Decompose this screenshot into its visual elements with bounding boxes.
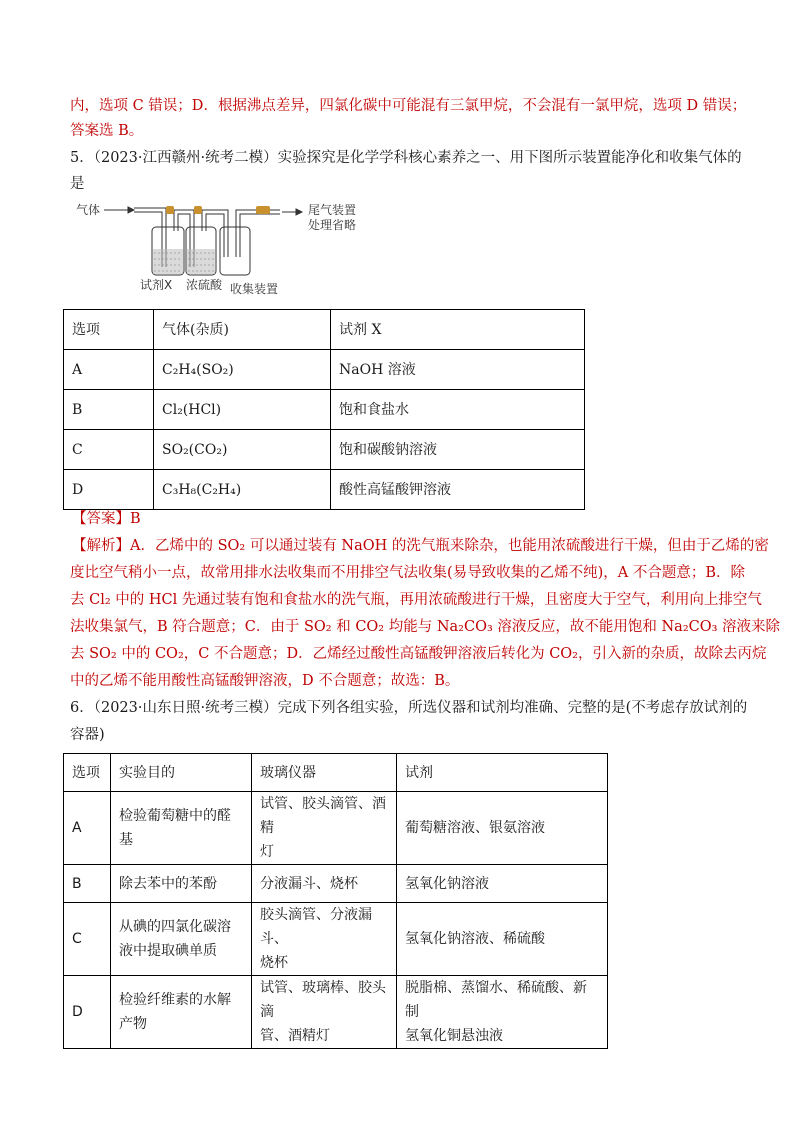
figure-acid-label: 浓硫酸 — [186, 278, 223, 292]
q6-stem-line-2: 容器) — [70, 727, 105, 743]
experiment-aim — [111, 976, 252, 1049]
prev-answer-line-1: 内，选项 C 错误；D．根据沸点差异，四氯化碳中可能混有三氯甲烷，不会混有一氯甲烷，选项 D 错误； — [70, 98, 747, 114]
aim-line: 除去苯中的苯酚 — [119, 875, 217, 892]
reagent-line: 氢氧化钠溶液、稀硫酸 — [405, 931, 545, 947]
q5-analysis-line-5: 去 SO₂ 中的 CO₂，C 不合题意；D．乙烯经过酸性高锰酸钾溶液后转化为 CO₂，引入新的杂质，故除去丙烷 — [70, 646, 767, 662]
table-row — [64, 390, 585, 430]
option-label: C — [64, 430, 154, 470]
reagent-x: 饱和碳酸钠溶液 — [331, 430, 585, 470]
aim-line: 液中提取碘单质 — [119, 943, 217, 959]
reagent-line: 葡萄糖溶液、银氨溶液 — [405, 820, 545, 836]
glassware — [252, 903, 397, 976]
table-header-row — [64, 754, 608, 792]
aim-line: 检验葡萄糖中的醛 — [119, 808, 231, 824]
glass-line: 烧杯 — [260, 955, 288, 971]
q5-analysis-line-4: 法收集氯气，B 符合题意；C．由于 SO₂ 和 CO₂ 均能与 Na₂CO₃ 溶液反应，故不能用饱和 Na₂CO₃ 溶液来除 — [70, 619, 781, 635]
aim-line: 从碘的四氯化碳溶 — [119, 919, 231, 935]
option-label: A — [64, 350, 154, 390]
header-gas: 气体(杂质) — [154, 310, 331, 350]
experiment-aim — [111, 903, 252, 976]
reagent-line: 氢氧化钠溶液 — [405, 875, 489, 892]
gas-impurity: Cl₂(HCl) — [154, 390, 331, 430]
experiment-aim — [111, 865, 252, 903]
reagent-x: 酸性高锰酸钾溶液 — [331, 470, 585, 510]
reagents — [397, 976, 608, 1049]
figure-tail-label-2: 处理省略 — [308, 218, 357, 232]
q5-answer: 【答案】B — [72, 511, 141, 527]
header-aim: 实验目的 — [111, 754, 252, 792]
option-label: C — [64, 903, 111, 976]
prev-answer-line-2: 答案选 B。 — [70, 123, 144, 139]
glass-line: 试管、胶头滴管、酒精 — [260, 796, 386, 836]
table-row — [64, 976, 608, 1049]
q5-options-table — [63, 309, 585, 510]
header-option: 选项 — [64, 754, 111, 792]
table-row — [64, 470, 585, 510]
q5-analysis-line-6: 中的乙烯不能用酸性高锰酸钾溶液，D 不合题意；故选：B。 — [70, 673, 460, 689]
header-reagent: 试剂 X — [331, 310, 585, 350]
figure-tail-label-1: 尾气装置 — [308, 203, 357, 217]
table-row — [64, 865, 608, 903]
reagents — [397, 792, 608, 865]
aim-line: 基 — [119, 832, 133, 848]
gas-impurity: C₃H₈(C₂H₄) — [154, 470, 331, 510]
q5-analysis-line-1: 【解析】A．乙烯中的 SO₂ 可以通过装有 NaOH 的洗气瓶来除杂，也能用浓硫酸进行干燥，但由于乙烯的密 — [72, 538, 769, 554]
option-label: D — [64, 976, 111, 1049]
option-label: B — [64, 865, 111, 903]
reagents — [397, 865, 608, 903]
figure-collect-label: 收集装置 — [230, 282, 279, 296]
table-row — [64, 350, 585, 390]
reagent-line: 氢氧化铜悬浊液 — [405, 1028, 503, 1044]
aim-line: 产物 — [119, 1016, 147, 1032]
glassware — [252, 865, 397, 903]
table-row — [64, 792, 608, 865]
glass-line: 试管、玻璃棒、胶头滴 — [260, 980, 386, 1020]
figure-gas-in-label: 气体 — [76, 203, 101, 217]
glass-line: 胶头滴管、分液漏斗、 — [260, 907, 372, 947]
table-row — [64, 430, 585, 470]
glass-line: 灯 — [260, 844, 274, 860]
header-reagent: 试剂 — [397, 754, 608, 792]
glass-line: 分液漏斗、烧杯 — [260, 875, 358, 892]
q6-options-table — [63, 753, 608, 1049]
glassware — [252, 792, 397, 865]
glass-line: 管、酒精灯 — [260, 1028, 330, 1044]
reagent-x: NaOH 溶液 — [331, 350, 585, 390]
option-label: D — [64, 470, 154, 510]
gas-washing-apparatus-figure — [70, 197, 370, 297]
q5-stem-line-2: 是 — [70, 176, 85, 192]
figure-reagent-x-label: 试剂X — [140, 278, 173, 292]
q5-analysis-line-2: 度比空气稍小一点，故常用排水法收集而不用排空气法收集(易导致收集的乙烯不纯)，A 不合题意；B．除 — [70, 565, 746, 581]
option-label: B — [64, 390, 154, 430]
option-label: A — [64, 792, 111, 865]
q5-analysis-line-3: 去 Cl₂ 中的 HCl 先通过装有饱和食盐水的洗气瓶，再用浓硫酸进行干燥，且密度大于空气，利用向上排空气 — [70, 592, 762, 608]
table-header-row — [64, 310, 585, 350]
q6-stem-line-1: 6．（2023·山东日照·统考三模）完成下列各组实验，所选仪器和试剂均准确、完整的是(不考虑存放试剂的 — [70, 700, 748, 716]
experiment-aim — [111, 792, 252, 865]
gas-impurity: C₂H₄(SO₂) — [154, 350, 331, 390]
table-row — [64, 903, 608, 976]
gas-impurity: SO₂(CO₂) — [154, 430, 331, 470]
aim-line: 检验纤维素的水解 — [119, 992, 231, 1008]
glassware — [252, 976, 397, 1049]
header-glassware: 玻璃仪器 — [252, 754, 397, 792]
reagents — [397, 903, 608, 976]
header-option: 选项 — [64, 310, 154, 350]
q5-stem-line-1: 5．（2023·江西赣州·统考二模）实验探究是化学学科核心素养之一、用下图所示装置能净化和收集气体的 — [70, 150, 742, 166]
reagent-x: 饱和食盐水 — [331, 390, 585, 430]
reagent-line: 脱脂棉、蒸馏水、稀硫酸、新制 — [405, 980, 587, 1020]
